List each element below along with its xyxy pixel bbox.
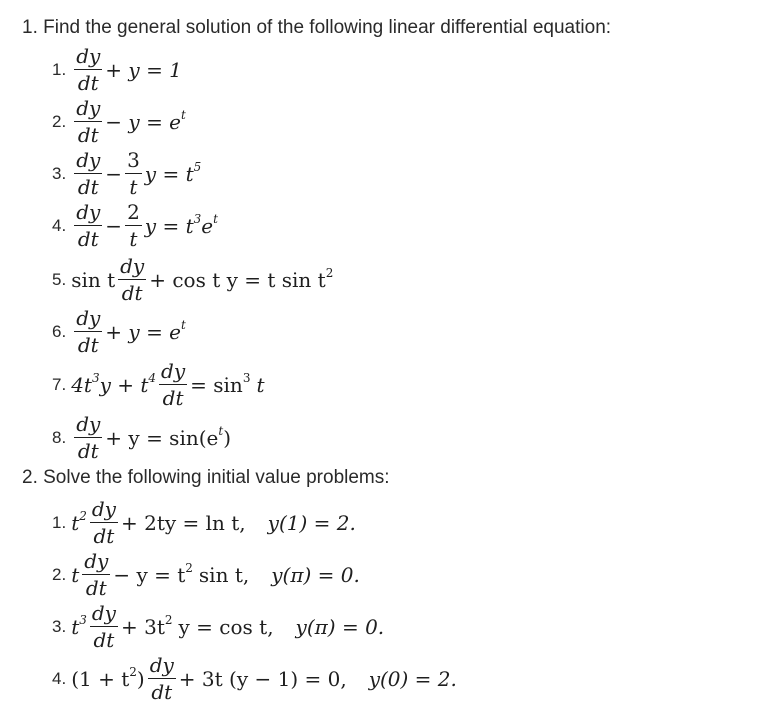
problem-1-5 (52, 256, 333, 303)
problem-1-7 (52, 361, 265, 408)
derivative-fraction: $\frac{dy}{dt}$ (76, 96, 101, 147)
equation-rest: + 2ty = ln t, (120, 510, 246, 535)
equation-rest: = $\sin^3 t$ (190, 370, 265, 397)
equation-rest: + $y = e^t$ (105, 317, 186, 344)
equation-rest: + cos t y = t $\sin t^2$ (149, 265, 334, 292)
item-number: 7. (52, 374, 67, 394)
initial-condition: y(0) = 2. (368, 666, 457, 691)
problem-1-6 (52, 308, 186, 355)
problem-1-4 (52, 202, 218, 249)
item-number: 2. (52, 111, 67, 131)
initial-condition: y(1) = 2. (267, 510, 356, 535)
derivative-fraction: $\frac{dy}{dt}$ (91, 497, 116, 548)
derivative-fraction: $\frac{dy}{dt}$ (76, 44, 101, 95)
derivative-fraction: $\frac{dy}{dt}$ (120, 254, 145, 305)
derivative-fraction: $\frac{dy}{dt}$ (91, 601, 116, 652)
coefficient-fraction: $\frac{3}{t}$ (127, 148, 140, 199)
equation-prefix: $(1 + t^2)$ (71, 664, 145, 691)
derivative-fraction: $\frac{dy}{dt}$ (161, 359, 186, 410)
derivative-fraction: $\frac{dy}{dt}$ (76, 148, 101, 199)
item-number: 3. (52, 616, 67, 636)
item-number: 4. (52, 668, 67, 688)
item-number: 3. (52, 163, 67, 183)
problem-2-1 (52, 499, 356, 546)
coefficient-fraction: $\frac{2}{t}$ (127, 200, 140, 251)
item-number: 1. (52, 512, 67, 532)
derivative-fraction: $\frac{dy}{dt}$ (84, 549, 109, 600)
equation-rest: $y = t^3e^t$ (144, 211, 218, 238)
problem-2-2 (52, 551, 360, 598)
minus-sign: − (105, 161, 123, 186)
problem-2-4 (52, 655, 457, 702)
equation-rest: $y = t^5$ (144, 159, 202, 186)
item-number: 2. (52, 564, 67, 584)
equation-prefix: sin t (71, 267, 116, 292)
initial-condition: y(π) = 0. (295, 614, 385, 639)
minus-sign: − (105, 213, 123, 238)
item-number: 5. (52, 269, 67, 289)
equation-prefix: t (71, 562, 80, 587)
item-number: 8. (52, 427, 67, 447)
item-number: 1. (52, 59, 67, 79)
derivative-fraction: $\frac{dy}{dt}$ (76, 306, 101, 357)
section-1-heading: 1. Find the general solution of the following linear differential equation: (22, 17, 612, 38)
initial-condition: y(π) = 0. (271, 562, 360, 587)
equation-prefix: $4t^3y + t^4$ (71, 370, 157, 397)
problem-1-2 (52, 98, 186, 145)
derivative-fraction: $\frac{dy}{dt}$ (76, 200, 101, 251)
equation-rest: + $3t^2$ y = cos t, (120, 612, 274, 639)
equation-prefix: $t^3$ (71, 612, 87, 639)
problem-1-1 (52, 46, 182, 93)
derivative-fraction: $\frac{dy}{dt}$ (76, 412, 101, 463)
problem-2-3 (52, 603, 384, 650)
derivative-fraction: $\frac{dy}{dt}$ (149, 653, 174, 704)
equation-rest: − $y = t^2$ sin t, (113, 560, 250, 587)
equation-prefix: $t^2$ (71, 508, 87, 535)
problem-1-8 (52, 414, 231, 461)
equation-rest: + $y = \sin(e^t)$ (105, 423, 232, 450)
equation-rest: + 3t (y − 1) = 0, (178, 666, 347, 691)
equation-rest: + y = 1 (105, 57, 182, 82)
problem-1-3 (52, 150, 201, 197)
section-2-heading: 2. Solve the following initial value problems: (22, 467, 390, 488)
item-number: 4. (52, 215, 67, 235)
item-number: 6. (52, 321, 67, 341)
equation-rest: − $y = e^t$ (105, 107, 186, 134)
